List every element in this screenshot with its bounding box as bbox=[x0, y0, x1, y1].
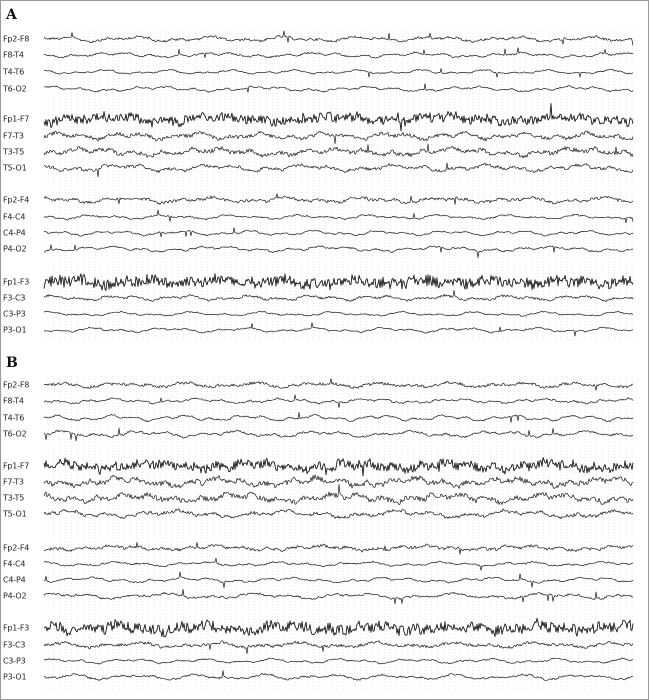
channel-label: P3-O1 bbox=[3, 672, 27, 682]
eeg-trace-f4-c4 bbox=[44, 558, 633, 570]
channel-label: T4-T6 bbox=[3, 67, 25, 77]
eeg-trace-t3-t5 bbox=[44, 484, 633, 505]
channel-label: F7-T3 bbox=[3, 131, 24, 141]
eeg-trace-c4-p4 bbox=[44, 228, 633, 237]
channel-label: Fp1-F7 bbox=[3, 461, 30, 471]
eeg-trace-t5-o1 bbox=[44, 163, 633, 177]
panel-b-label: B bbox=[6, 355, 18, 371]
eeg-trace-f8-t4 bbox=[44, 395, 633, 408]
eeg-trace-fp2-f4 bbox=[44, 542, 633, 554]
eeg-trace-fp1-f7 bbox=[44, 458, 633, 477]
channel-label: F8-T4 bbox=[3, 50, 24, 60]
channel-label: T5-O1 bbox=[3, 509, 27, 519]
eeg-trace-c4-p4 bbox=[44, 572, 633, 588]
channel-label: Fp2-F8 bbox=[3, 380, 30, 390]
channel-label: T3-T5 bbox=[3, 493, 25, 503]
channel-label: T3-T5 bbox=[3, 147, 25, 157]
eeg-trace-f4-c4 bbox=[44, 210, 633, 223]
eeg-trace-fp1-f3 bbox=[44, 274, 633, 291]
channel-label: C4-P4 bbox=[3, 575, 26, 585]
eeg-trace-f3-c3 bbox=[44, 641, 633, 654]
channel-label: Fp1-F3 bbox=[3, 277, 30, 287]
channel-label: P4-O2 bbox=[3, 244, 27, 254]
channel-label: Fp2-F4 bbox=[3, 195, 30, 205]
channel-label: F4-C4 bbox=[3, 212, 26, 222]
eeg-trace-fp2-f8 bbox=[44, 379, 633, 391]
eeg-trace-t4-t6 bbox=[44, 68, 633, 77]
eeg-trace-t5-o1 bbox=[44, 509, 633, 519]
eeg-trace-f3-c3 bbox=[44, 290, 633, 301]
channel-label: Fp2-F4 bbox=[3, 543, 30, 553]
eeg-trace-fp2-f4 bbox=[44, 194, 633, 205]
eeg-trace-p4-o2 bbox=[44, 245, 633, 258]
channel-label: C3-P3 bbox=[3, 309, 26, 319]
channel-label: P3-O1 bbox=[3, 325, 27, 335]
eeg-trace-f7-t3 bbox=[44, 131, 633, 144]
eeg-trace-p3-o1 bbox=[44, 671, 633, 681]
eeg-trace-t4-t6 bbox=[44, 412, 633, 422]
channel-label: Fp1-F3 bbox=[3, 623, 30, 633]
panel-a-grid bbox=[48, 30, 632, 340]
channel-label: F3-C3 bbox=[3, 293, 26, 303]
channel-label: F8-T4 bbox=[3, 396, 24, 406]
eeg-trace-t6-o2 bbox=[44, 428, 633, 441]
channel-label: Fp1-F7 bbox=[3, 114, 30, 124]
eeg-trace-f8-t4 bbox=[44, 48, 633, 58]
panel-a-label: A bbox=[6, 7, 17, 23]
channel-label: T6-O2 bbox=[3, 84, 27, 94]
eeg-trace-t6-o2 bbox=[44, 84, 633, 93]
channel-label: Fp2-F8 bbox=[3, 34, 30, 44]
channel-label: T5-O1 bbox=[3, 163, 27, 173]
channel-label: T6-O2 bbox=[3, 429, 27, 439]
channel-label: F4-C4 bbox=[3, 559, 26, 569]
eeg-trace-fp1-f3 bbox=[44, 618, 633, 636]
eeg-trace-p4-o2 bbox=[44, 589, 633, 603]
channel-label: C4-P4 bbox=[3, 228, 26, 238]
eeg-trace-fp1-f7 bbox=[44, 104, 633, 131]
channel-label: C3-P3 bbox=[3, 656, 26, 666]
eeg-trace-c3-p3 bbox=[44, 658, 633, 664]
eeg-trace-fp2-f8 bbox=[44, 31, 633, 46]
eeg-trace-t3-t5 bbox=[44, 144, 633, 158]
channel-label: T4-T6 bbox=[3, 413, 25, 423]
channel-label: F3-C3 bbox=[3, 640, 26, 650]
channel-label: F7-T3 bbox=[3, 477, 24, 487]
eeg-trace-c3-p3 bbox=[44, 311, 633, 316]
eeg-trace-p3-o1 bbox=[44, 323, 633, 336]
channel-label: P4-O2 bbox=[3, 591, 27, 601]
